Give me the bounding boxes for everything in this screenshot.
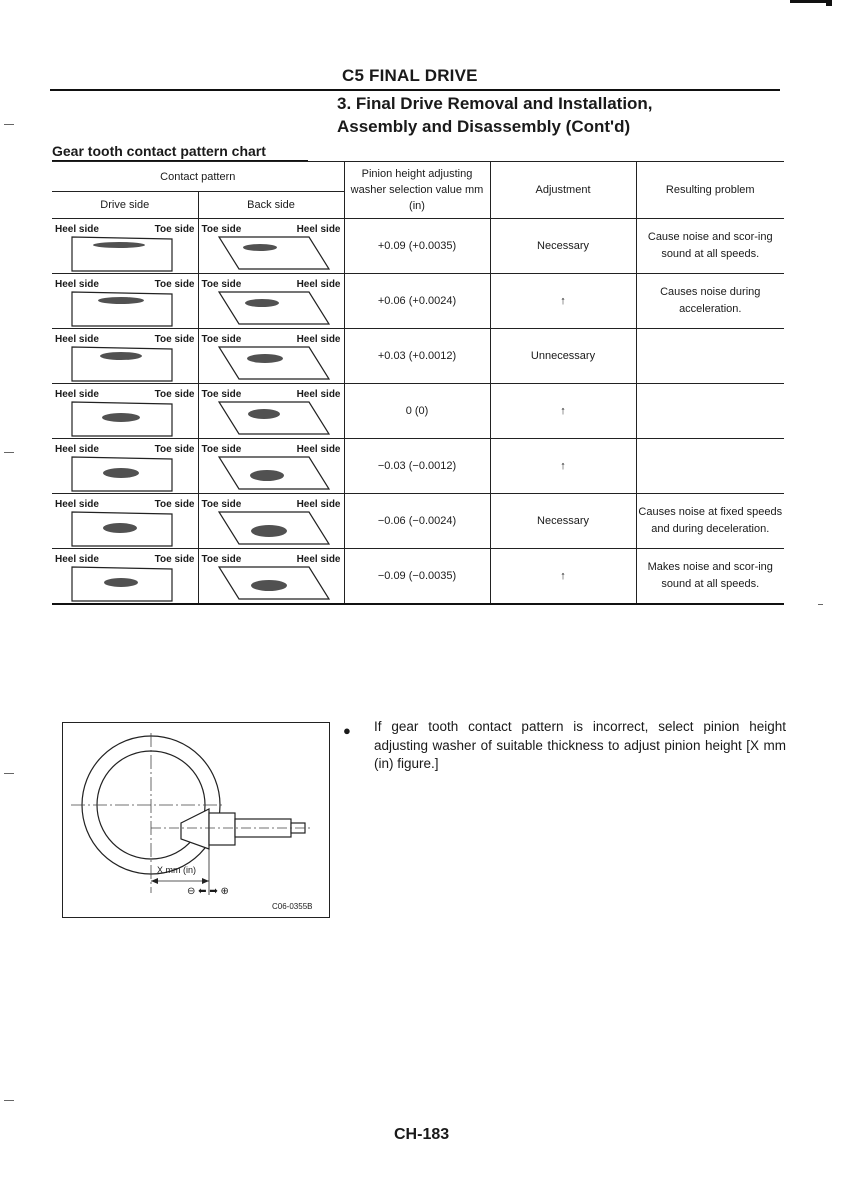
- side-label: Toe side: [201, 389, 242, 400]
- side-label: Heel side: [55, 334, 99, 345]
- adjustment-value: ↑: [490, 439, 636, 494]
- washer-value: −0.09 (−0.0035): [344, 549, 490, 605]
- washer-value: −0.06 (−0.0024): [344, 494, 490, 549]
- washer-value: +0.06 (+0.0024): [344, 274, 490, 329]
- table-row: [52, 329, 784, 384]
- table-row: [52, 549, 784, 605]
- side-label: Toe side: [154, 554, 195, 565]
- resulting-problem: Cause noise and scor-ing sound at all speeds.: [636, 219, 784, 274]
- margin-mark: [4, 124, 14, 125]
- resulting-problem: [636, 439, 784, 494]
- side-label: Heel side: [296, 389, 341, 400]
- adjustment-value: Necessary: [490, 494, 636, 549]
- back-pattern-cell: [198, 549, 344, 605]
- side-label: Heel side: [296, 499, 341, 510]
- direction-label: ⊖ ⬅ ➡ ⊕: [187, 886, 229, 897]
- bullet-icon: ●: [343, 723, 351, 738]
- margin-mark: [818, 604, 823, 605]
- adjustment-note: If gear tooth contact pattern is incorrect, select pinion height adjusting washer of suitable thickness to adjust pinion height [X mm (in) figure.]: [374, 719, 786, 771]
- resulting-problem: Causes noise at fixed speeds and during deceleration.: [636, 494, 784, 549]
- table-row: [52, 274, 784, 329]
- subtitle-line: 3. Final Drive Removal and Installation,: [337, 94, 653, 113]
- side-label: Heel side: [296, 279, 341, 290]
- page-subtitle: [337, 92, 653, 138]
- side-label: Toe side: [201, 444, 242, 455]
- side-label: Toe side: [201, 334, 242, 345]
- washer-value: +0.09 (+0.0035): [344, 219, 490, 274]
- adjustment-value: Necessary: [490, 219, 636, 274]
- problem-header: Resulting problem: [636, 162, 784, 219]
- side-label: Heel side: [296, 224, 341, 235]
- drive-pattern-cell: [52, 494, 198, 549]
- corner-mark: [826, 0, 832, 6]
- side-label: Toe side: [154, 499, 195, 510]
- washer-value: 0 (0): [344, 384, 490, 439]
- adjustment-value: ↑: [490, 549, 636, 605]
- table-row: [52, 494, 784, 549]
- side-label: Toe side: [201, 554, 242, 565]
- resulting-problem: [636, 384, 784, 439]
- drive-pattern-cell: [52, 274, 198, 329]
- washer-value: +0.03 (+0.0012): [344, 329, 490, 384]
- side-label: Toe side: [154, 389, 195, 400]
- side-label: Heel side: [55, 444, 99, 455]
- contact-pattern-header: Contact pattern: [52, 162, 344, 192]
- back-pattern-cell: [198, 384, 344, 439]
- subtitle-line: Assembly and Disassembly (Cont'd): [337, 117, 631, 136]
- title-rule: [50, 89, 780, 91]
- drive-side-header: Drive side: [52, 192, 198, 219]
- resulting-problem: Causes noise during acceleration.: [636, 274, 784, 329]
- back-pattern-cell: [198, 219, 344, 274]
- side-label: Toe side: [154, 279, 195, 290]
- table-row: [52, 219, 784, 274]
- side-label: Toe side: [154, 224, 195, 235]
- adjustment-header: Adjustment: [490, 162, 636, 219]
- drive-pattern-cell: [52, 549, 198, 605]
- resulting-problem: Makes noise and scor-ing sound at all speeds.: [636, 549, 784, 605]
- figure-code: C06-0355B: [272, 902, 313, 911]
- drive-pattern-cell: [52, 329, 198, 384]
- washer-value: −0.03 (−0.0012): [344, 439, 490, 494]
- side-label: Toe side: [201, 224, 242, 235]
- side-label: Heel side: [296, 554, 341, 565]
- side-label: Toe side: [201, 499, 242, 510]
- table-row: [52, 384, 784, 439]
- chart-heading: Gear tooth contact pattern chart: [52, 143, 266, 159]
- side-label: Toe side: [154, 444, 195, 455]
- resulting-problem: [636, 329, 784, 384]
- drive-pattern-cell: [52, 439, 198, 494]
- pinion-height-figure: [62, 722, 330, 918]
- side-label: Toe side: [154, 334, 195, 345]
- adjustment-value: ↑: [490, 274, 636, 329]
- side-label: Heel side: [296, 334, 341, 345]
- side-label: Heel side: [55, 499, 99, 510]
- side-label: Heel side: [296, 444, 341, 455]
- contact-pattern-table: [52, 161, 784, 605]
- side-label: Toe side: [201, 279, 242, 290]
- page-number: CH-183: [394, 1126, 450, 1143]
- drive-pattern-cell: [52, 219, 198, 274]
- side-label: Heel side: [55, 554, 99, 565]
- washer-header: Pinion height adjusting washer selection value mm (in): [344, 162, 490, 219]
- back-pattern-cell: [198, 494, 344, 549]
- back-pattern-cell: [198, 439, 344, 494]
- drive-pattern-cell: [52, 384, 198, 439]
- margin-mark: [4, 1100, 14, 1101]
- back-pattern-cell: [198, 329, 344, 384]
- margin-mark: [4, 773, 14, 774]
- back-side-header: Back side: [198, 192, 344, 219]
- margin-mark: [4, 452, 14, 453]
- section-title: C5 FINAL DRIVE: [342, 66, 478, 85]
- corner-mark: [790, 0, 830, 3]
- side-label: Heel side: [55, 224, 99, 235]
- adjustment-value: Unnecessary: [490, 329, 636, 384]
- adjustment-value: ↑: [490, 384, 636, 439]
- dimension-label: X mm (in): [157, 865, 196, 875]
- side-label: Heel side: [55, 279, 99, 290]
- table-row: [52, 439, 784, 494]
- side-label: Heel side: [55, 389, 99, 400]
- back-pattern-cell: [198, 274, 344, 329]
